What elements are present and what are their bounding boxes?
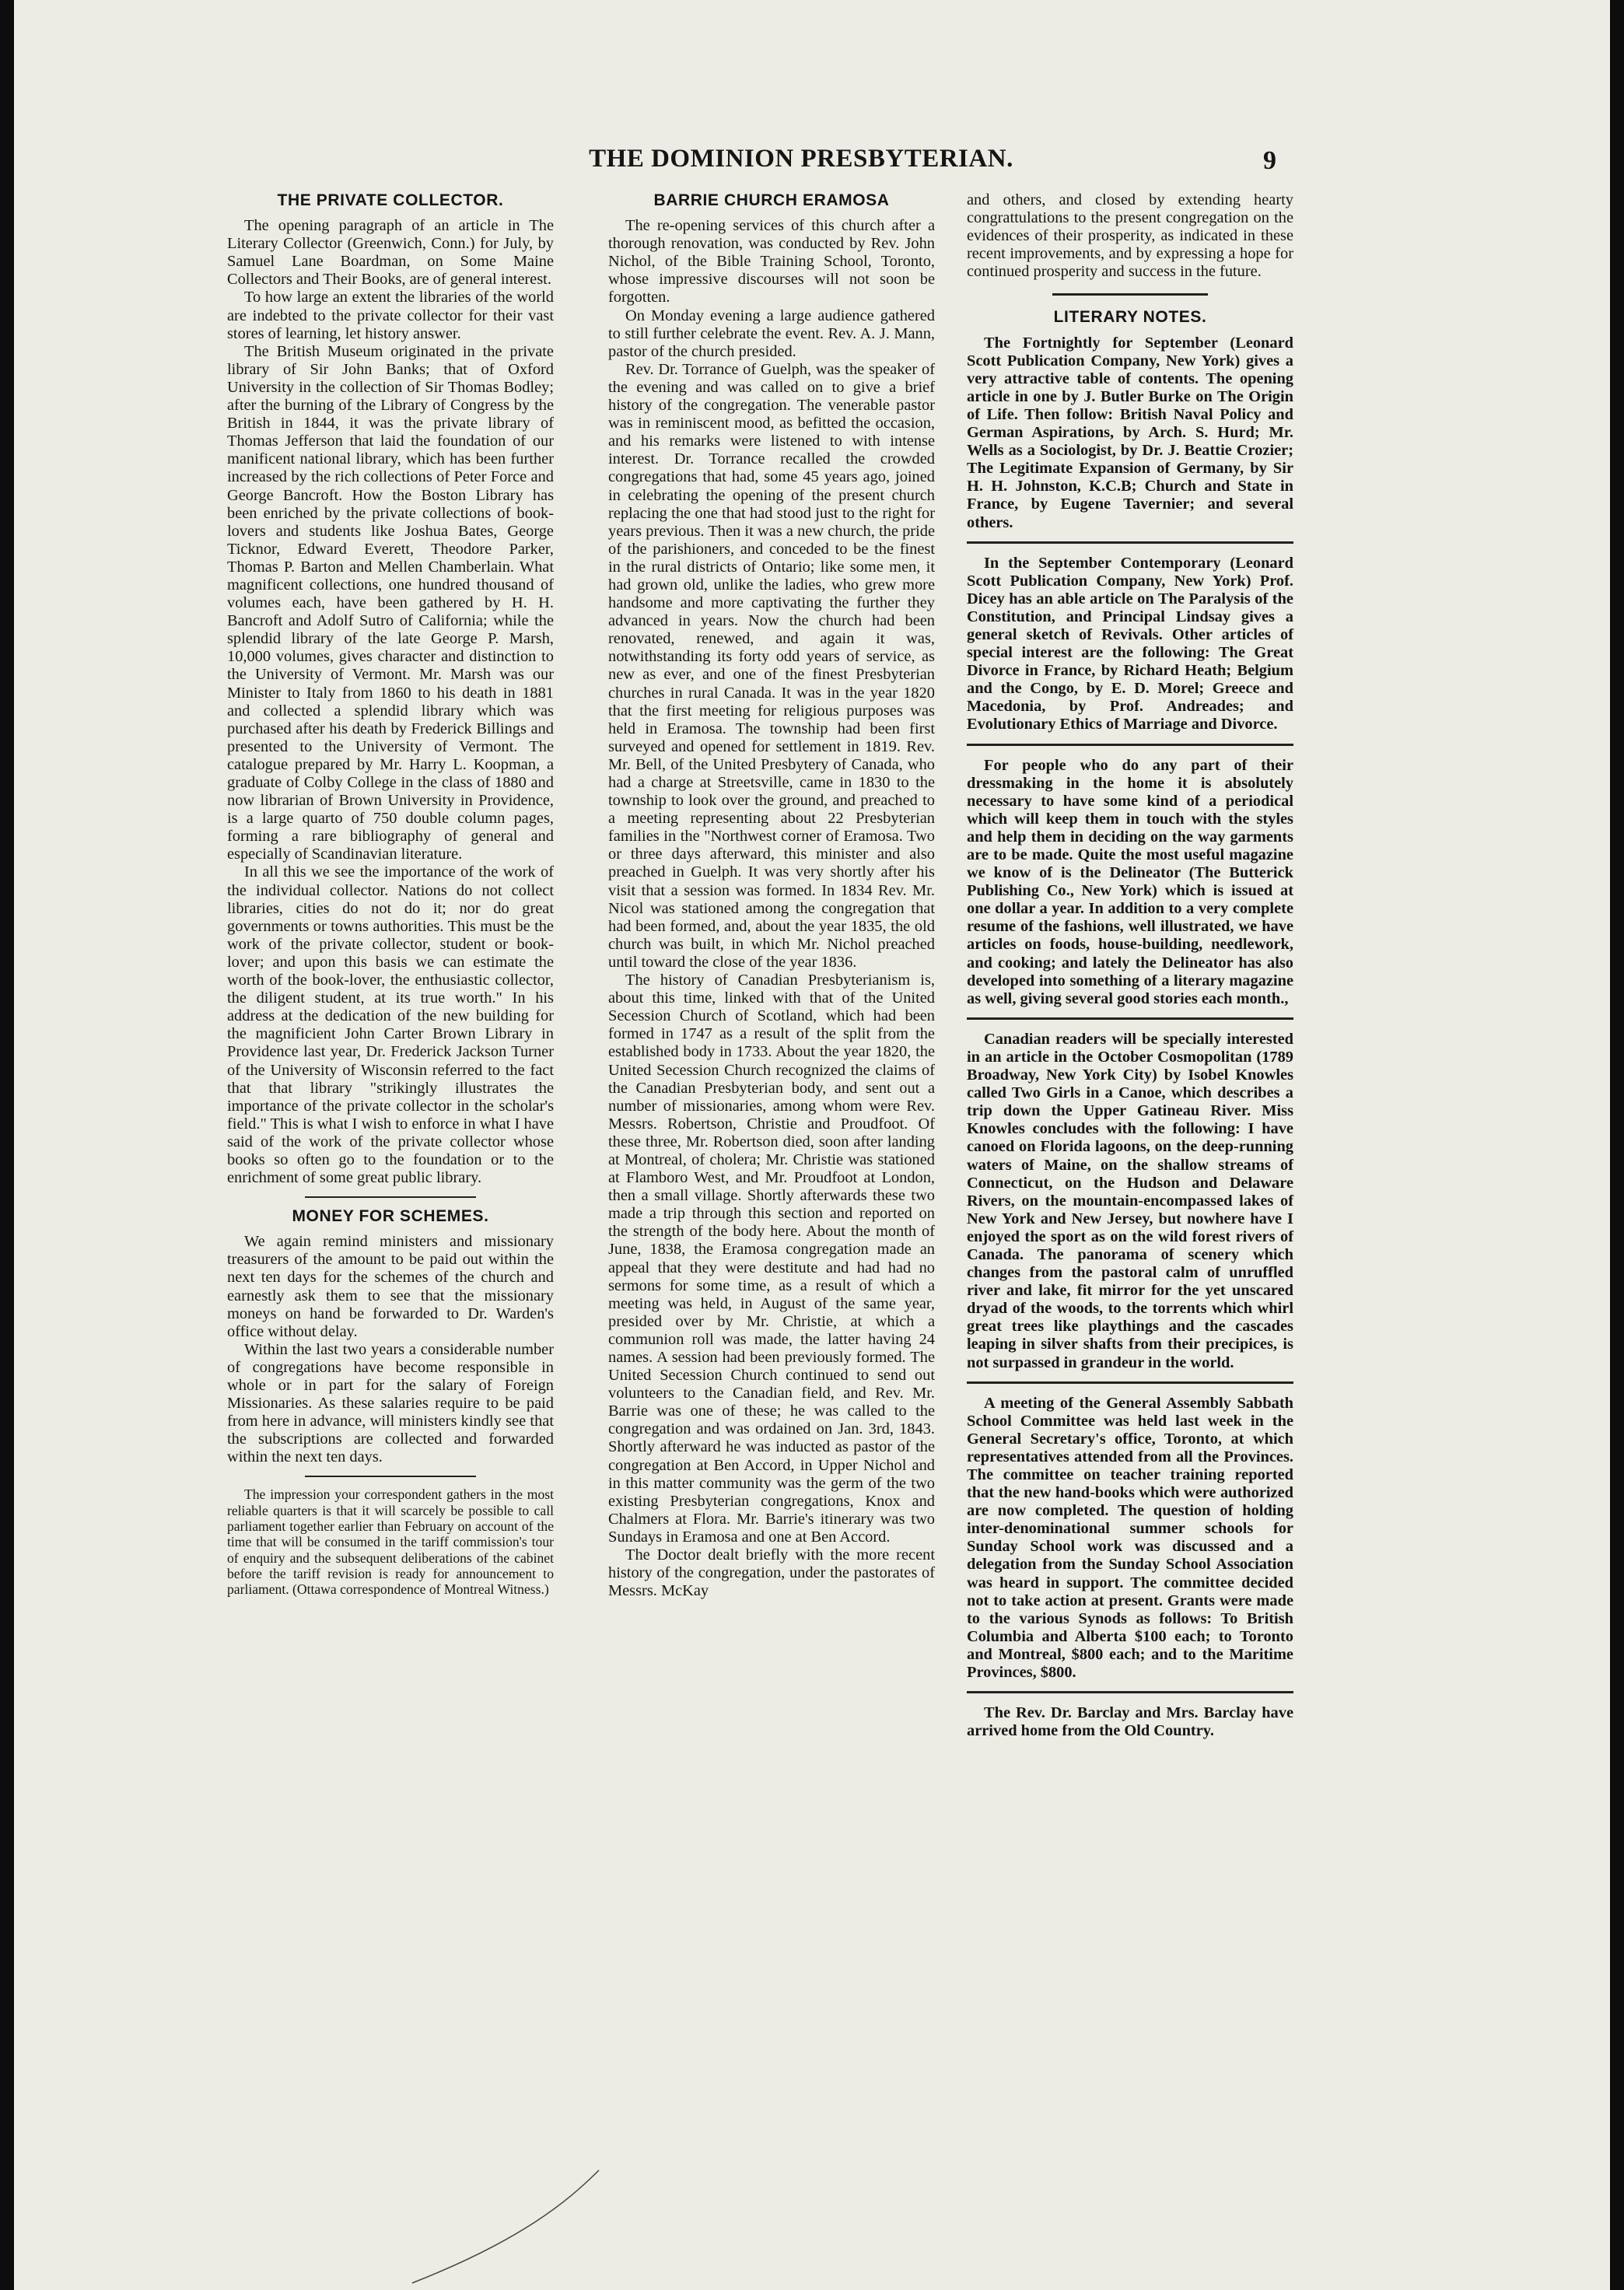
section-divider (967, 1381, 1293, 1384)
article-paragraph: The opening paragraph of an article in The Literary Collector (Greenwich, Conn.) for July, by Samuel Lane Boardman, on Some Maine Collectors and Their Books, are of general interest. (227, 217, 554, 289)
article-title-literary-notes: LITERARY NOTES. (1053, 308, 1207, 327)
article-title-private-collector: THE PRIVATE COLLECTOR. (277, 191, 504, 209)
ottawa-note: The impression your correspondent gathers in the most reliable quarters is that it will scarcely be possible to call parliament together earlier than February on account of the time that will be consumed in the tariff commission's tour of enquiry and the subsequent deliberations of the cabinet before the tariff revision is ready for announcement to parliament. (Ottawa correspondence of Montreal Witness.) (227, 1486, 554, 1598)
barrie-church-continued: and others, and closed by extending hearty congrattulations to the present congregation on the evidences of their prosperity, as indicated in these recent improvements, and by expressing a hope for continued prosperity and success in the future. (967, 191, 1293, 281)
section-divider (305, 1476, 476, 1477)
article-paragraph: We again remind ministers and missionary treasurers of the amount to be paid out within the next ten days for the schemes of the church and earnestly ask them to see that the missionary moneys on hand be forwarded to Dr. Warden's office without delay. (227, 1233, 554, 1340)
literary-note: In the September Contemporary (Leonard Scott Publication Company, New York) Prof. Dicey has an able article on The Paralysis of the Constitution, and Principal Lindsay gives a general sketch of Revivals. Other articles of special interest are the following: The Great Divorce in France, by Richard Heath; Belgium and the Congo, by E. D. Morel; Greece and Macedonia, by Prof. Andreades; and Evolutionary Ethics of Marriage and Divorce. (967, 554, 1293, 734)
article-title-money-for-schemes: MONEY FOR SCHEMES. (292, 1207, 489, 1226)
page-masthead: THE DOMINION PRESBYTERIAN. (589, 145, 1013, 173)
article-paragraph: The re-opening services of this church after a thorough renovation, was conducted by Rev. John Nichol, of the Bible Training School, Toronto, whose impressive discourses will not soon be forgotten. (608, 217, 935, 306)
section-divider (967, 541, 1293, 544)
section-divider (967, 744, 1293, 746)
article-paragraph: The Doctor dealt briefly with the more recent history of the congregation, under the pastorates of Messrs. McKay (608, 1546, 935, 1600)
page-number: 9 (1263, 146, 1276, 175)
article-paragraph: Within the last two years a considerable number of congregations have become responsible in whole or in part for the salary of Foreign Missionaries. As these salaries require to be paid from here in advance, will ministers kindly see that the subscriptions are collected and forwarded within the next ten days. (227, 1340, 554, 1466)
section-divider (305, 1196, 476, 1198)
literary-note: A meeting of the General Assembly Sabbath School Committee was held last week in the General Secretary's office, Toronto, at which representatives attended from all the Provinces. The committee on teacher training reported that the new hand-books which were authorized are now completed. The question of holding inter-denominational summer schools for Sunday School work was discussed and a delegation from the Sunday School Association was heard in support. The committee decided not to take action at present. Grants were made to the various Synods as follows: To British Columbia and Alberta $100 each; to Toronto and Montreal, $800 each; and to the Maritime Provinces, $800. (967, 1394, 1293, 1682)
paper-crease-mark (404, 2155, 607, 2287)
literary-note: Canadian readers will be specially interested in an article in the October Cosmopolitan (1789 Broadway, New York City) by Isobel Knowles called Two Girls in a Canoe, which describes a trip down the Upper Gatineau River. Miss Knowles concludes with the following: I have canoed on Florida lagoons, on the deep-running waters of Maine, on the shallow streams of Connecticut, on the Hudson and Delaware Rivers, on the mountain-encompassed lakes of New York and New Jersey, but nowhere have I enjoyed the sport as on the wild forest rivers of Canada. The panorama of scenery which changes from the pastoral calm of unruffled river and lake, fit mirror for the yet unscared dryad of the woods, to the torrents which whirl great trees like playthings and the cascades leaping in silver shafts from their precipices, is not surpassed in grandeur in the world. (967, 1030, 1293, 1371)
article-paragraph: To how large an extent the libraries of the world are indebted to the private collector for their vast stores of learning, let history answer. (227, 289, 554, 342)
literary-note: For people who do any part of their dressmaking in the home it is absolutely necessary to have some kind of a periodical which will keep them in touch with the styles and help them in deciding on the way garments are to be made. Quite the most useful magazine we know of is the Delineator (The Butterick Publishing Co., New York) which is issued at one dollar a year. In addition to a very complete resume of the fashions, well illustrated, we have articles on foods, house-building, needlework, and cooking; and lately the Delineator has also developed into something of a literary magazine as well, giving several good stories each month., (967, 756, 1293, 1007)
column-middle (608, 191, 935, 1600)
column-right (967, 191, 1293, 1740)
section-divider (967, 1017, 1293, 1020)
article-title-barrie-church: BARRIE CHURCH ERAMOSA (653, 191, 890, 209)
section-divider (967, 1691, 1293, 1693)
article-paragraph: The British Museum originated in the private library of Sir John Banks; that of Oxford University in the collection of Sir Thomas Bodley; after the burning of the Library of Congress by the British in 1844, it was the private library of Thomas Jefferson that laid the foundation of our manificent national library, which has been further increased by the rich collections of Peter Force and George Bancroft. How the Boston Library has been enriched by the private collections of book-lovers and students like Joshua Bates, George Ticknor, Edward Everett, Theodore Parker, Thomas P. Barton and Mellen Chamberlain. What magnificent collections, one hundred thousand of volumes each, have been gathered by H. H. Bancroft and Adolf Sutro of California; while the splendid library of the late George P. Marsh, 10,000 volumes, gives character and distinction to the University of Vermont. Mr. Marsh was our Minister to Italy from 1860 to his death in 1881 and collected a splendid library which was purchased after his death by Frederick Billings and presented to the University of Vermont. The catalogue prepared by Mr. Harry L. Koopman, a graduate of Colby College in the class of 1880 and now librarian of Brown University in Providence, is a large quarto of 750 double column pages, forming a rare bibliography of general and especially of Scandinavian literature. (227, 342, 554, 863)
article-paragraph: Rev. Dr. Torrance of Guelph, was the speaker of the evening and was called on to give a brief history of the congregation. The venerable pastor was in reminiscent mood, as befitted the occasion, and his remarks were listened to with intense interest. Dr. Torrance recalled the crowded congregations that had, some 45 years ago, joined in celebrating the opening of the present church replacing the one that had stood just to the right for years previous. Then it was a new church, the pride of the parishioners, and conceded to be the finest in the rural districts of Ontario; like some men, it had grown old, unlike the ladies, who grew more handsome and more captivating the further they advanced in years. Now the church had been renovated, renewed, and again it was, notwithstanding its forty odd years of service, as new as ever, and one of the finest Presbyterian churches in rural Canada. It was in the year 1820 that the first meeting for religious purposes was held in Eramosa. The township had been first surveyed and opened for settlement in 1819. Rev. Mr. Bell, of the United Presbytery of Canada, who had a charge at Streetsville, came in 1830 to the township to look over the ground, and preached to a meeting representing about 22 Presbyterian families in the "Northwest corner of Eramosa. Two or three days afterward, this minister and also preached in Guelph. It was very shortly after his visit that a session was formed. In 1834 Rev. Mr. Nicol was stationed among the congregation that had been formed, and, about the year 1835, the old church was built, in which Mr. Nichol preached until toward the close of the year 1836. (608, 360, 935, 971)
literary-note: The Fortnightly for September (Leonard Scott Publication Company, New York) gives a very attractive table of contents. The opening article in one by J. Butler Burke on The Origin of Life. Then follow: British Naval Policy and German Aspirations, by Arch. S. Hurd; Mr. Wells as a Sociologist, by Dr. J. Beattie Crozier; The Legitimate Expansion of Germany, by Sir H. H. Johnston, K.C.B; Church and State in France, by Eugene Tavernier; and several others. (967, 334, 1293, 531)
article-paragraph: The history of Canadian Presbyterianism is, about this time, linked with that of the United Secession Church of Scotland, which had been formed in 1747 as a result of the split from the established body in 1733. About the year 1820, the United Secession Church recognized the claims of the Canadian Presbyterian body, and sent out a number of missionaries, among whom were Rev. Messrs. Robertson, Christie and Proudfoot. Of these three, Mr. Robertson died, soon after landing at Montreal, of cholera; Mr. Christie was stationed at Flamboro West, and Mr. Proudfoot at London, then a small village. Shortly afterwards these two made a trip through this section and reported on the strength of the body here. About the month of June, 1838, the Eramosa congregation made an appeal that they were destitute and had had no sermons for some time, as a result of which a meeting was held, in August of the same year, presided over by Mr. Christie, at which a communion roll was made, the latter having 24 names. A session had been previously formed. The United Secession Church continued to send out volunteers to the Canadian field, and Rev. Mr. Barrie was one of these; he was called to the congregation and was ordained on Jan. 3rd, 1843. Shortly afterward he was inducted as pastor of the congregation at Ben Accord, in Upper Nichol and in this matter community was the germ of the two existing Presbyterian congregations, Knox and Chalmers at Flora. Mr. Barrie's itinerary was two Sundays in Eramosa and one at Ben Accord. (608, 972, 935, 1546)
scan-edge-left (0, 0, 14, 2290)
section-divider (1052, 293, 1208, 296)
literary-note: The Rev. Dr. Barclay and Mrs. Barclay have arrived home from the Old Country. (967, 1704, 1293, 1740)
article-paragraph: In all this we see the importance of the work of the individual collector. Nations do not collect libraries, cities do not do it; nor do great governments or towns authorities. This must be the work of the private collector, student or book-lover; and upon this basis we can estimate the worth of the book-lover, the enthusiastic collector, the diligent student, at its true worth." In his address at the dedication of the new building for the magnificient John Carter Brown Library in Providence last year, Dr. Frederick Jackson Turner of the University of Wisconsin referred to the fact that that library "strikingly illustrates the importance of the private collector in the scholar's field." This is what I wish to enforce in what I have said of the work of the private collector whose books so often go to the foundation or to the enrichment of some great public library. (227, 863, 554, 1187)
article-paragraph: On Monday evening a large audience gathered to still further celebrate the event. Rev. A. J. Mann, pastor of the church presided. (608, 306, 935, 360)
column-left (227, 191, 554, 1598)
scan-edge-right (1610, 0, 1624, 2290)
